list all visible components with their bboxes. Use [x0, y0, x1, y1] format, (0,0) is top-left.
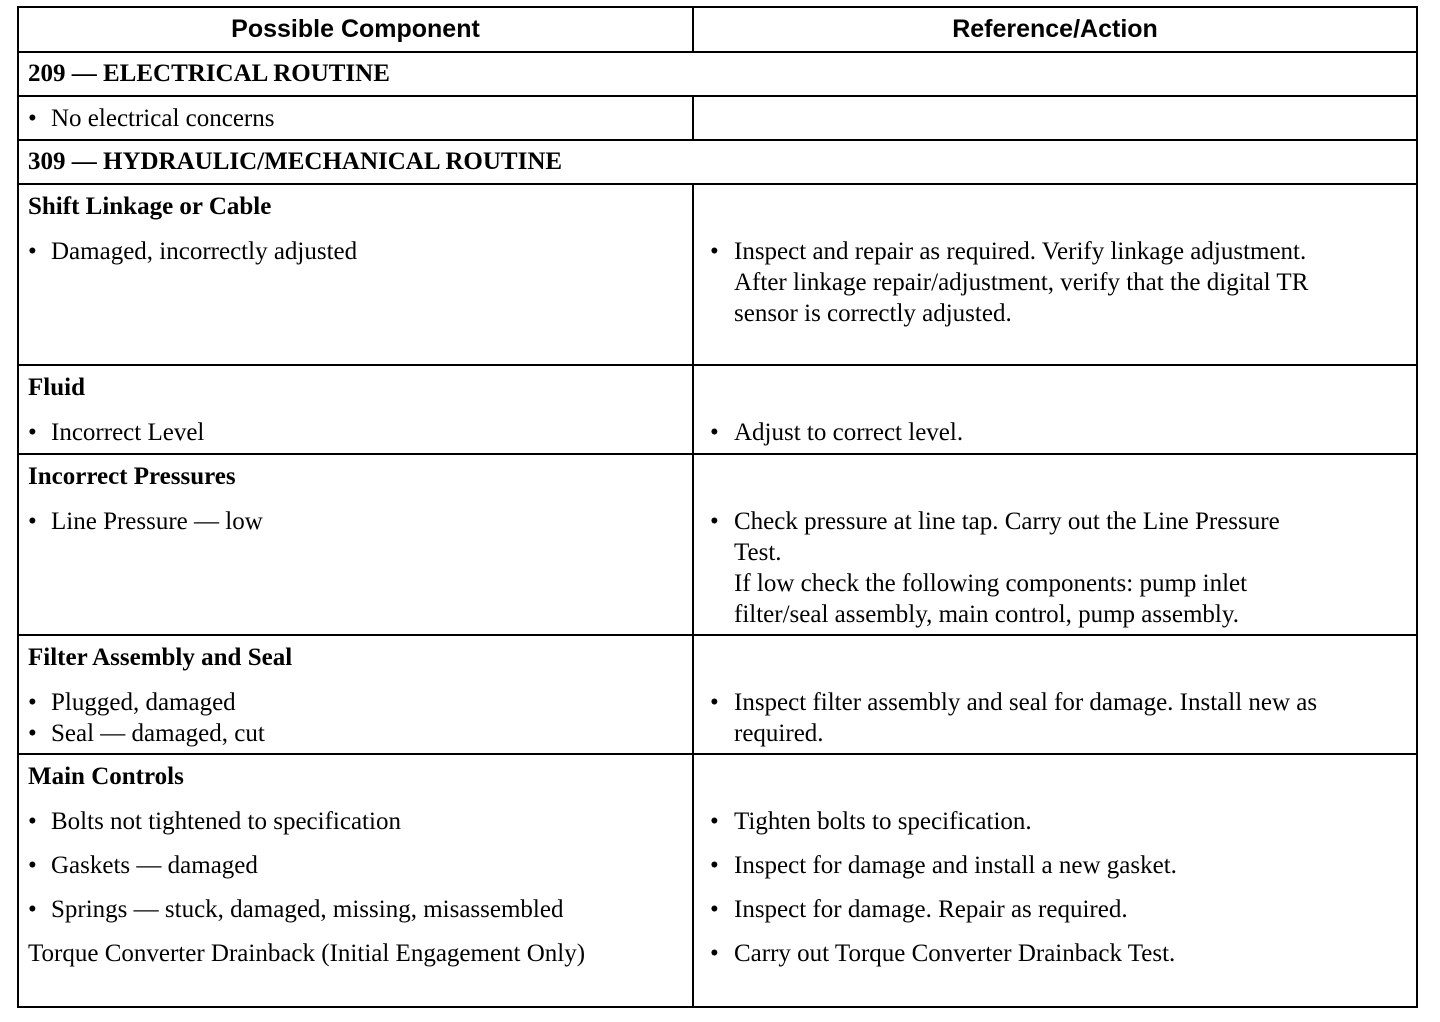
component-item: Incorrect Level	[51, 419, 205, 446]
bullet-mark: •	[28, 104, 37, 132]
column-header-possible-component: Possible Component	[18, 7, 693, 52]
action-text: Inspect and repair as required. Verify linkage adjustment. After linkage repair/adjustment, verify that the digital TR sensor is correctly adjusted.	[734, 238, 1309, 327]
component-item: Bolts not tightened to specification	[51, 808, 401, 835]
component-cell	[18, 454, 693, 635]
action-cell	[693, 635, 1417, 754]
diagnostic-table	[17, 6, 1418, 1008]
section-row-hydraulic	[18, 140, 1417, 184]
table-header-row	[18, 7, 1417, 52]
component-group-title: Filter Assembly and Seal	[28, 644, 293, 671]
bullet-mark: •	[28, 852, 37, 879]
component-group-title: Main Controls	[28, 763, 184, 790]
action-text: Tighten bolts to specification.	[734, 808, 1032, 835]
component-item: Seal — damaged, cut	[51, 720, 265, 747]
component-item: Torque Converter Drainback (Initial Engagement Only)	[28, 940, 586, 967]
section-row-electrical	[18, 52, 1417, 96]
action-cell	[693, 96, 1417, 140]
action-text: Check pressure at line tap. Carry out the Line Pressure Test. If low check the following components: pump inlet filter/seal assembly, main control, pump assembly.	[734, 508, 1280, 628]
bullet-mark: •	[28, 238, 37, 265]
component-item: No electrical concerns	[51, 104, 275, 132]
component-item: Line Pressure — low	[51, 508, 263, 535]
bullet-mark: •	[28, 419, 37, 446]
section-title-hydraulic: 309 — HYDRAULIC/MECHANICAL ROUTINE	[18, 140, 1417, 184]
component-cell	[18, 635, 693, 754]
bullet-mark: •	[710, 689, 719, 716]
section-title-electrical: 209 — ELECTRICAL ROUTINE	[18, 52, 1417, 96]
bullet-mark: •	[710, 238, 719, 265]
bullet-mark: •	[28, 720, 37, 747]
component-cell	[18, 184, 693, 365]
component-item: Gaskets — damaged	[51, 852, 258, 879]
bullet-mark: •	[28, 896, 37, 923]
component-item: Plugged, damaged	[51, 689, 236, 716]
component-cell	[18, 96, 693, 140]
bullet-mark: •	[710, 808, 719, 835]
action-cell	[693, 184, 1417, 365]
component-group-title: Fluid	[28, 374, 85, 401]
action-text: Inspect for damage. Repair as required.	[734, 896, 1128, 923]
component-group-title: Shift Linkage or Cable	[28, 193, 272, 220]
action-text: Adjust to correct level.	[734, 419, 964, 446]
action-cell	[693, 365, 1417, 454]
table-row	[18, 96, 1417, 140]
bullet-mark: •	[710, 852, 719, 879]
bullet-mark: •	[710, 940, 719, 967]
component-cell	[18, 365, 693, 454]
action-cell	[693, 754, 1417, 1007]
bullet-mark: •	[28, 808, 37, 835]
bullet-mark: •	[28, 508, 37, 535]
component-item: Damaged, incorrectly adjusted	[51, 238, 358, 265]
column-header-reference-action: Reference/Action	[693, 7, 1417, 52]
table-row-filter-assembly	[18, 635, 1417, 754]
action-text: Inspect for damage and install a new gasket.	[734, 852, 1177, 879]
table-row-main-controls	[18, 754, 1417, 1007]
action-text: Inspect filter assembly and seal for damage. Install new as required.	[734, 689, 1318, 747]
table-row-fluid	[18, 365, 1417, 454]
bullet-mark: •	[710, 896, 719, 923]
bullet-mark: •	[710, 419, 719, 446]
bullet-mark: •	[710, 508, 719, 535]
action-cell	[693, 454, 1417, 635]
component-cell	[18, 754, 693, 1007]
action-text: Carry out Torque Converter Drainback Test.	[734, 940, 1176, 967]
table-row-shift-linkage	[18, 184, 1417, 365]
table-row-incorrect-pressures	[18, 454, 1417, 635]
bullet-mark: •	[28, 689, 37, 716]
component-item: Springs — stuck, damaged, missing, misassembled	[51, 896, 564, 923]
component-group-title: Incorrect Pressures	[28, 463, 236, 490]
